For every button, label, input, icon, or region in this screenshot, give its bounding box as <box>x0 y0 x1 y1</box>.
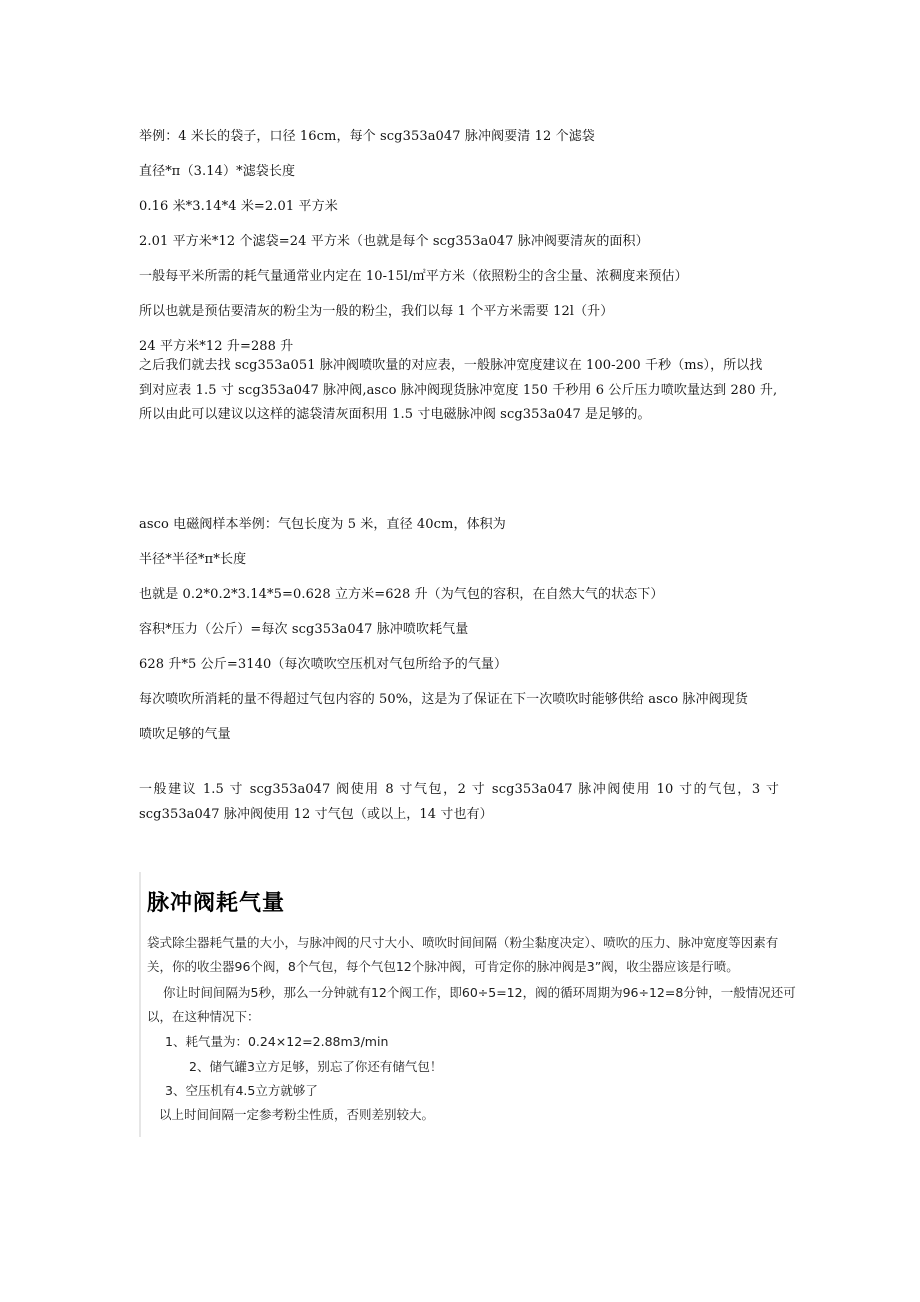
paragraph-limit-50-cont: 喷吹足够的气量 <box>139 727 231 742</box>
paragraph-consumption-formula: 容积*压力（公斤）=每次 scg353a047 脉冲喷吹耗气量 <box>139 622 469 637</box>
snippet-title: 脉冲阀耗气量 <box>147 891 286 916</box>
paragraph-tank-example: asco 电磁阀样本举例：气包长度为 5 米，直径 40cm，体积为 <box>139 517 506 532</box>
paragraph-calc-total-area: 2.01 平方米*12 个滤袋=24 平方米（也就是每个 scg353a047 脉冲阀要清灰的面积） <box>139 234 649 249</box>
snippet-line-1: 袋式除尘器耗气量的大小，与脉冲阀的尺寸大小、喷吹时间间隔（粉尘黏度决定）、喷吹的压力、脉冲宽度等因素有 <box>147 935 779 950</box>
embedded-article-snippet <box>139 872 857 1137</box>
paragraph-calc-liters: 24 平方米*12 升=288 升 <box>139 339 294 354</box>
snippet-line-2: 关，你的收尘器96个阀，8个气包，每个气包12个脉冲阀，可肯定你的脉冲阀是3”阀，收尘器应该是行喷。 <box>147 959 739 974</box>
paragraph-volume-formula: 半径*半径*п*长度 <box>139 552 247 567</box>
paragraph-example-bag: 举例：4 米长的袋子，口径 16cm，每个 scg353a047 脉冲阀要清 12 个滤袋 <box>139 129 595 144</box>
paragraph-recommendation-1: 一般建议 1.5 寸 scg353a047 阀使用 8 寸气包，2 寸 scg353a047 脉冲阀使用 10 寸的气包，3 寸 <box>139 782 779 797</box>
paragraph-air-consumption-norm: 一般每平米所需的耗气量通常业内定在 10-15l/㎡平方米（依照粉尘的含尘量、浓稠度来预估） <box>139 269 688 284</box>
snippet-list-item-3: 3、空压机有4.5立方就够了 <box>165 1083 318 1098</box>
snippet-line-4: 以，在这种情况下： <box>147 1009 260 1024</box>
paragraph-consumption-calc: 628 升*5 公斤=3140（每次喷吹空压机对气包所给予的气量） <box>139 657 508 672</box>
snippet-line-final: 以上时间间隔一定参考粉尘性质，否则差别较大。 <box>159 1107 435 1122</box>
paragraph-lookup-table-2: 到对应表 1.5 寸 scg353a047 脉冲阀,asco 脉冲阀现货脉冲宽度 150 千秒用 6 公斤压力喷吹量达到 280 升, <box>139 383 778 398</box>
snippet-list-item-2: 2、储气罐3立方足够，别忘了你还有储气包！ <box>189 1059 443 1074</box>
snippet-list-item-1: 1、耗气量为：0.24×12=2.88m3/min <box>165 1034 389 1049</box>
paragraph-dust-estimate: 所以也就是预估要清灰的粉尘为一般的粉尘，我们以每 1 个平方米需要 12l（升） <box>139 304 614 319</box>
paragraph-calc-area: 0.16 米*3.14*4 米=2.01 平方米 <box>139 199 338 214</box>
paragraph-lookup-table-1: 之后我们就去找 scg353a051 脉冲阀喷吹量的对应表，一般脉冲宽度建议在 100-200 千秒（ms），所以找 <box>139 358 763 373</box>
snippet-line-3: 你让时间间隔为5秒，那么一分钟就有12个阀工作，即60÷5=12，阀的循环周期为96÷12=8分钟，一般情况还可 <box>163 985 796 1000</box>
paragraph-recommendation-2: scg353a047 脉冲阀使用 12 寸气包（或以上，14 寸也有） <box>139 807 493 822</box>
paragraph-lookup-table-3: 所以由此可以建议以这样的滤袋清灰面积用 1.5 寸电磁脉冲阀 scg353a047 是足够的。 <box>139 407 651 422</box>
paragraph-volume-calc: 也就是 0.2*0.2*3.14*5=0.628 立方米=628 升（为气包的容积，在自然大气的状态下） <box>139 587 664 602</box>
paragraph-formula-area: 直径*п（3.14）*滤袋长度 <box>139 164 296 179</box>
paragraph-limit-50: 每次喷吹所消耗的量不得超过气包内容的 50%，这是为了保证在下一次喷吹时能够供给 asco 脉冲阀现货 <box>139 692 748 707</box>
